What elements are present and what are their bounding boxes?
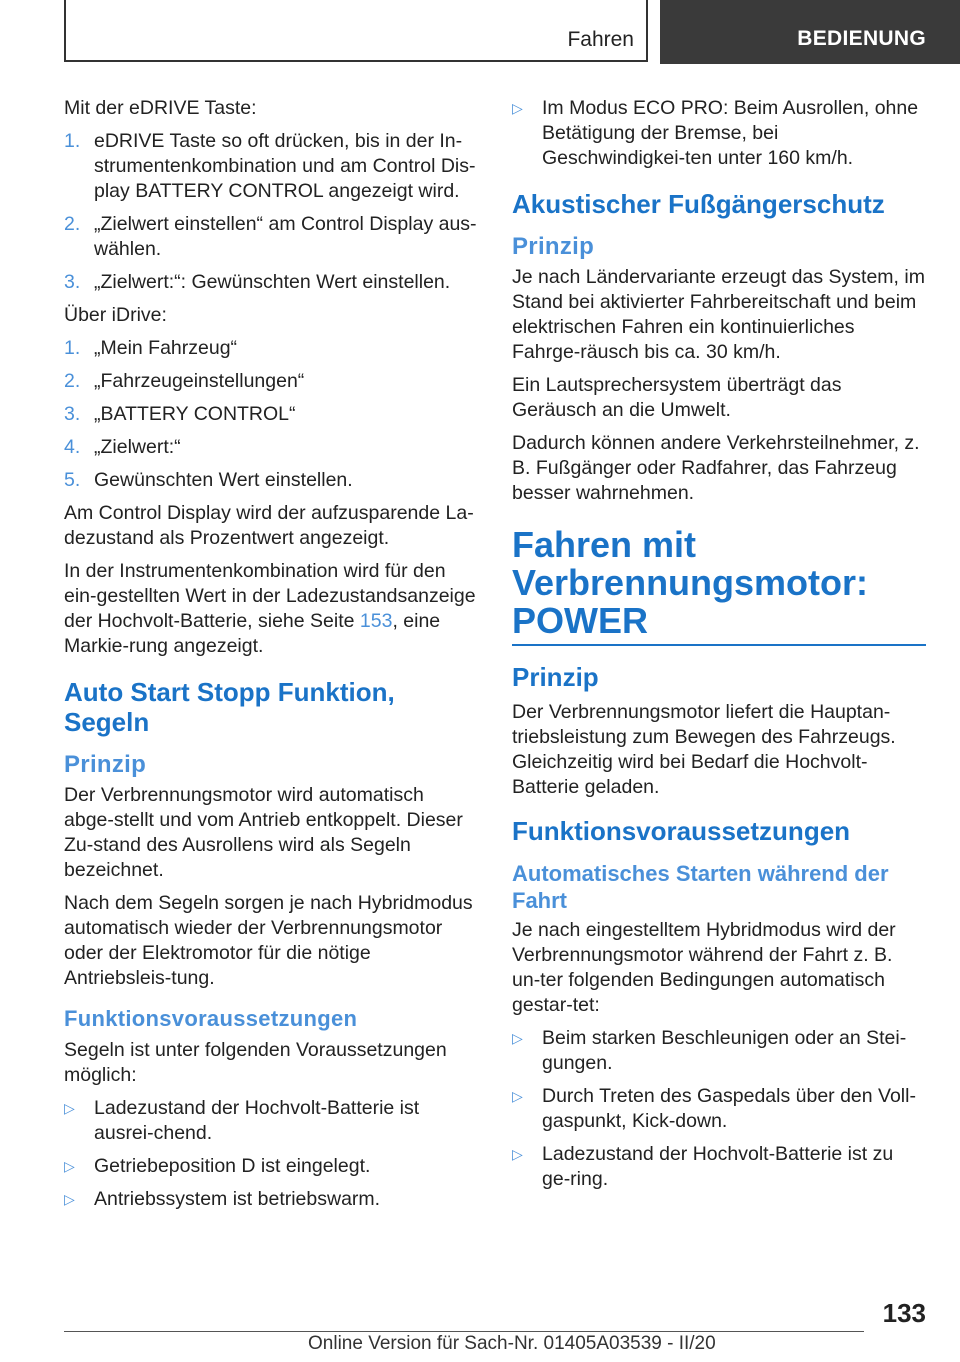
- list-item: 4. „Zielwert:“: [64, 436, 181, 458]
- bullet-list: [64, 1096, 478, 1212]
- list-item: 3. „BATTERY CONTROL“: [64, 403, 296, 425]
- paragraph: Je nach Ländervariante erzeugt das System, im Stand bei aktivierter Fahrbereitschaft und beim elektrischen Fahren ein kontinuierliches Fahrge‐räusch bis ca. 30 km/h.: [512, 266, 925, 363]
- paragraph: Der Verbrennungsmotor wird automatisch abge‐stellt und vom Antrieb entkoppelt. Dieser Zu‐stand des Ausrollens wird als Segeln bezeichnet.: [64, 784, 463, 881]
- list-item: 1. eDRIVE Taste so oft drücken, bis in der In‐strumentenkombination und am Control Dis‐play BATTERY CONTROL angezeigt wird.: [64, 130, 476, 202]
- heading-automatisches-starten: Automatisches Starten während der Fahrt: [512, 861, 889, 913]
- list-item: 1. „Mein Fahrzeug“: [64, 337, 238, 359]
- heading-prinzip: Prinzip: [64, 751, 147, 778]
- triangle-bullet-icon: ▷: [64, 1191, 75, 1207]
- paragraph: Am Control Display wird der aufzusparende La‐dezustand als Prozentwert angezeigt.: [64, 502, 474, 549]
- heading-funktionsvoraussetzungen: Funktionsvoraussetzungen: [512, 816, 851, 846]
- triangle-bullet-icon: ▷: [64, 1100, 75, 1116]
- heading-akustischer-fussgaengerschutz: Akustischer Fußgängerschutz: [512, 189, 885, 219]
- list-item: ▷ Antriebssystem ist betriebswarm.: [64, 1188, 381, 1210]
- bullet-list: [512, 96, 926, 171]
- header-chapter-title: BEDIENUNG: [797, 27, 926, 50]
- paragraph: Dadurch können andere Verkehrsteilnehmer, z. B. Fußgänger oder Radfahrer, das Fahrzeug besser wahrnehmen.: [512, 432, 920, 504]
- intro-idrive: Über iDrive:: [64, 304, 167, 326]
- triangle-bullet-icon: ▷: [512, 100, 523, 116]
- list-item: 3. „Zielwert:“: Gewünschten Wert einstellen.: [64, 271, 451, 293]
- paragraph-with-link: In der Instrumentenkombination wird für den ein‐gestellten Wert in der Ladezustandsanzeige der Hochvolt-Batterie, siehe Seite 153, eine Markie‐rung angezeigt.: [64, 560, 476, 657]
- page-link[interactable]: 153: [359, 610, 393, 632]
- heading-fahren-mit-verbrennungsmotor: Fahren mit Verbrennungsmotor: POWER: [512, 524, 869, 641]
- right-column: [512, 96, 926, 1200]
- list-item: ▷ Getriebeposition D ist eingelegt.: [64, 1155, 371, 1177]
- heading-prinzip: Prinzip: [512, 662, 599, 692]
- list-item: ▷ Ladezustand der Hochvolt-Batterie ist zu ge‐ring.: [512, 1143, 894, 1190]
- triangle-bullet-icon: ▷: [64, 1158, 75, 1174]
- paragraph: Je nach eingestelltem Hybridmodus wird der Verbrennungsmotor während der Fahrt z. B. un‐ter folgenden Bedingungen automatisch gestar‐tet:: [512, 919, 896, 1016]
- triangle-bullet-icon: ▷: [512, 1030, 523, 1046]
- list-item: 5. Gewünschten Wert einstellen.: [64, 469, 353, 491]
- heading-funktionsvoraussetzungen: Funktionsvoraussetzungen: [64, 1006, 358, 1031]
- left-column: [64, 96, 478, 1220]
- header-section-box: [64, 0, 648, 62]
- footer-version: Online Version für Sach-Nr. 01405A03539 - II/20: [308, 1333, 716, 1354]
- heading-rule: [512, 644, 926, 646]
- header-chapter-box: [660, 0, 960, 64]
- triangle-bullet-icon: ▷: [512, 1088, 523, 1104]
- header-section-title: Fahren: [567, 28, 634, 51]
- heading-prinzip: Prinzip: [512, 233, 595, 260]
- list-item: ▷ Beim starken Beschleunigen oder an Stei‐gungen.: [512, 1027, 907, 1074]
- steps-edrive: [64, 129, 478, 295]
- paragraph: Segeln ist unter folgenden Voraussetzungen möglich:: [64, 1039, 447, 1086]
- bullet-list: [512, 1026, 926, 1192]
- page-header: [0, 0, 960, 66]
- paragraph: Der Verbrennungsmotor liefert die Hauptan‐triebsleistung zum Bewegen des Fahrzeugs. Gleichzeitig wird bei Bedarf die Hochvolt-Batterie geladen.: [512, 701, 896, 798]
- list-item: ▷ Durch Treten des Gaspedals über den Voll‐gaspunkt, Kick-down.: [512, 1085, 916, 1132]
- list-item: 2. „Fahrzeugeinstellungen“: [64, 370, 305, 392]
- intro-edrive: Mit der eDRIVE Taste:: [64, 97, 257, 119]
- list-item: ▷ Ladezustand der Hochvolt-Batterie ist ausrei‐chend.: [64, 1097, 420, 1144]
- paragraph: Nach dem Segeln sorgen je nach Hybridmodus automatisch wieder der Verbrennungsmotor oder der Elektromotor für die nötige Antriebsleis‐tung.: [64, 892, 473, 989]
- list-item: ▷ Im Modus ECO PRO: Beim Ausrollen, ohne Betätigung der Bremse, bei Geschwindigkei‐ten unter 160 km/h.: [512, 97, 919, 169]
- paragraph: Ein Lautsprechersystem überträgt das Geräusch an die Umwelt.: [512, 374, 842, 421]
- triangle-bullet-icon: ▷: [512, 1146, 523, 1162]
- footer-rule: [64, 1331, 864, 1332]
- list-item: 2. „Zielwert einstellen“ am Control Display aus‐wählen.: [64, 213, 477, 260]
- steps-idrive: [64, 336, 478, 493]
- heading-auto-start-stopp: Auto Start Stopp Funktion, Segeln: [64, 677, 395, 737]
- page-number: 133: [882, 1298, 926, 1328]
